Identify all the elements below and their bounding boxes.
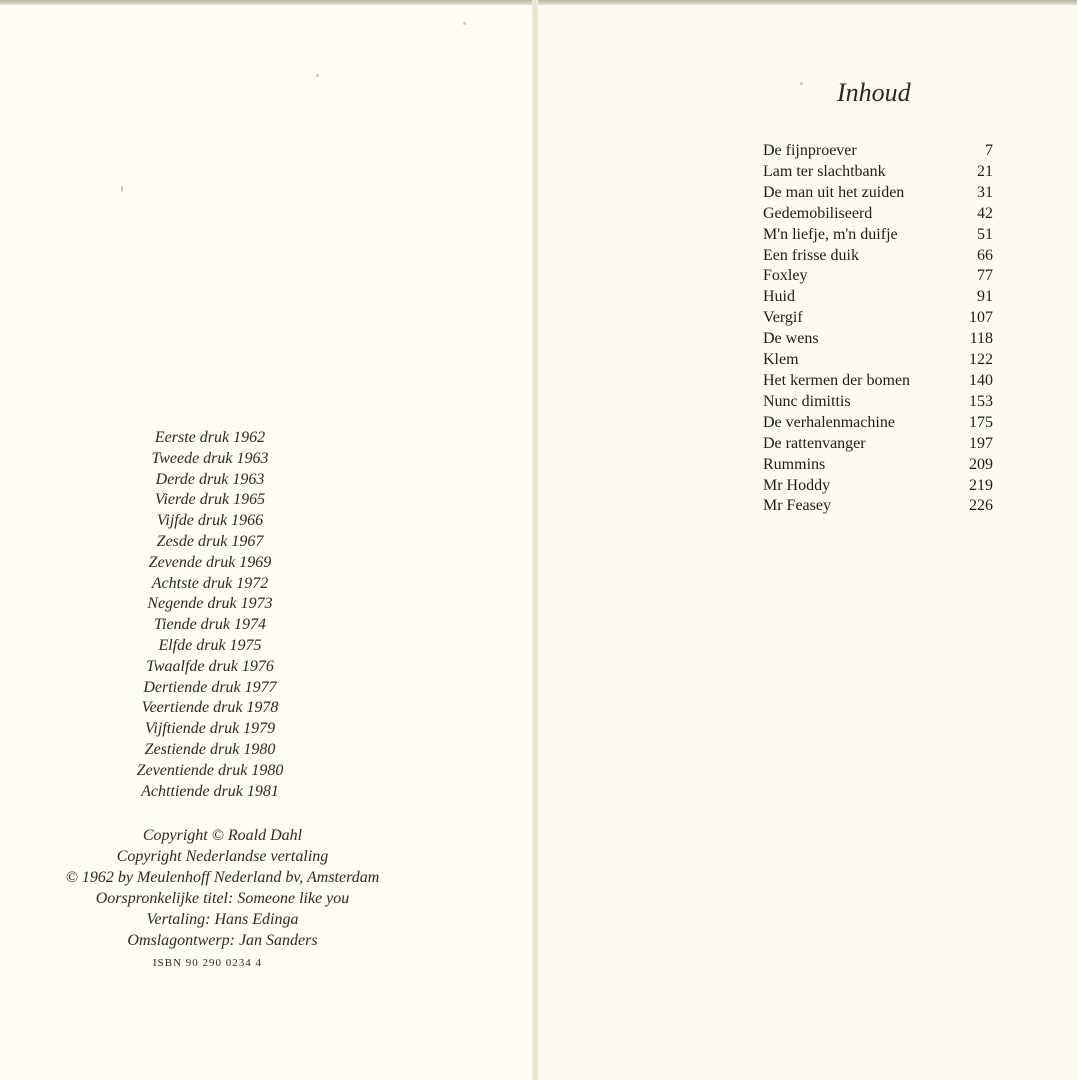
toc-entry-title: Vergif [763,309,803,327]
printing-entry: Vijftiende druk 1979 [144,720,276,738]
toc-entry-page: 51 [977,225,993,243]
paper-speck [800,82,803,85]
toc-entry-title: De wens [763,330,819,348]
show-through-shadow [20,143,480,223]
printing-entry: Eerste druk 1962 [154,429,266,446]
toc-entry [763,204,993,225]
toc-entry-page: 140 [969,371,993,389]
printing-entry: Tiende druk 1974 [154,616,266,634]
toc-entry [763,329,993,350]
toc-entry [763,413,993,434]
cover-design: Omslagontwerp: Jan Sanders [127,932,318,949]
paper-speck [121,186,123,192]
printing-entry: Vierde druk 1965 [154,491,266,509]
toc-entry-title: Huid [763,288,795,306]
toc-entry-title: De fijnproever [763,142,857,159]
toc-entry-title: Foxley [763,267,808,285]
toc-entry-page: 197 [969,434,993,452]
toc-entry [763,392,993,413]
toc-entry [763,225,993,246]
toc-entry-title: Lam ter slachtbank [763,162,886,180]
toc-entry [763,246,993,267]
toc-entry [763,496,993,517]
toc-entry [763,455,993,476]
toc-entry-page: 122 [969,351,993,369]
toc-entry-title: Nunc dimittis [763,392,851,410]
toc-entry [763,266,993,287]
toc-entry-page: 31 [977,183,993,201]
toc-entry-page: 175 [969,413,993,431]
printing-entry: Tweede druk 1963 [151,449,269,467]
translator: Vertaling: Hans Edinga [146,911,299,928]
toc-entry-page: 91 [977,288,993,306]
toc-entry-page: 118 [969,330,993,348]
toc-entry [763,141,993,162]
toc-entry-page: 209 [969,455,993,473]
toc-entry-title: De verhalenmachine [763,413,895,431]
table-of-contents [763,141,993,517]
toc-entry-title: Een frisse duik [763,246,859,264]
printing-entry: Zevende druk 1969 [148,553,272,571]
printing-entry: Dertiende druk 1977 [143,678,277,696]
toc-entry-title: Mr Hoddy [763,476,831,494]
original-title: Oorspronkelijke titel: Someone like you [95,890,350,907]
copyright-translation: Copyright Nederlandse vertaling [116,848,329,865]
toc-entry [763,183,993,204]
toc-entry-page: 7 [985,142,993,159]
printing-entry: Twaalfde druk 1976 [146,657,274,675]
toc-entry-title: Rummins [763,455,826,473]
toc-entry-page: 66 [977,246,993,264]
paper-speck [463,22,466,25]
printing-entry: Achtste druk 1972 [151,574,269,592]
toc-entry [763,162,993,183]
printing-entry: Zeventiende druk 1980 [136,761,284,779]
toc-entry-page: 77 [977,267,993,285]
paper-speck [316,74,319,77]
printing-entry: Zestiende druk 1980 [144,740,276,758]
toc-entry-title: M'n liefje, m'n duifje [763,225,898,243]
toc-entry-title: De rattenvanger [763,434,866,452]
printing-history [60,428,360,802]
toc-entry [763,434,993,455]
copyright-block [20,825,425,974]
printing-entry: Elfde druk 1975 [158,636,262,654]
toc-entry [763,287,993,308]
printing-entry: Negende druk 1973 [147,595,273,613]
toc-entry-page: 42 [977,204,993,222]
toc-entry-title: Gedemobiliseerd [763,204,873,222]
printing-entry: Achttiende druk 1981 [141,782,279,800]
toc-entry-page: 219 [969,476,993,494]
copyright-publisher: © 1962 by Meulenhoff Nederland bv, Amsterdam [65,869,380,886]
isbn: ISBN 90 290 0234 4 [152,957,263,969]
toc-entry-page: 21 [977,162,993,180]
toc-entry-page: 107 [969,309,993,327]
toc-entry [763,350,993,371]
printing-entry: Derde druk 1963 [155,470,265,488]
toc-entry-title: Het kermen der bomen [763,371,911,389]
toc-entry [763,476,993,497]
left-page [0,5,532,1080]
toc-entry-title: Klem [763,351,799,369]
toc-entry-page: 226 [969,497,993,515]
printing-entry: Zesde druk 1967 [156,532,264,550]
printing-entry: Veertiende druk 1978 [141,699,279,717]
contents-title: Inhoud [837,78,911,107]
copyright-author: Copyright © Roald Dahl [142,827,303,844]
toc-entry-title: Mr Feasey [763,497,831,515]
toc-entry [763,371,993,392]
toc-entry-title: De man uit het zuiden [763,183,905,201]
printing-entry: Vijfde druk 1966 [156,512,264,530]
toc-entry [763,308,993,329]
toc-entry-page: 153 [969,392,993,410]
